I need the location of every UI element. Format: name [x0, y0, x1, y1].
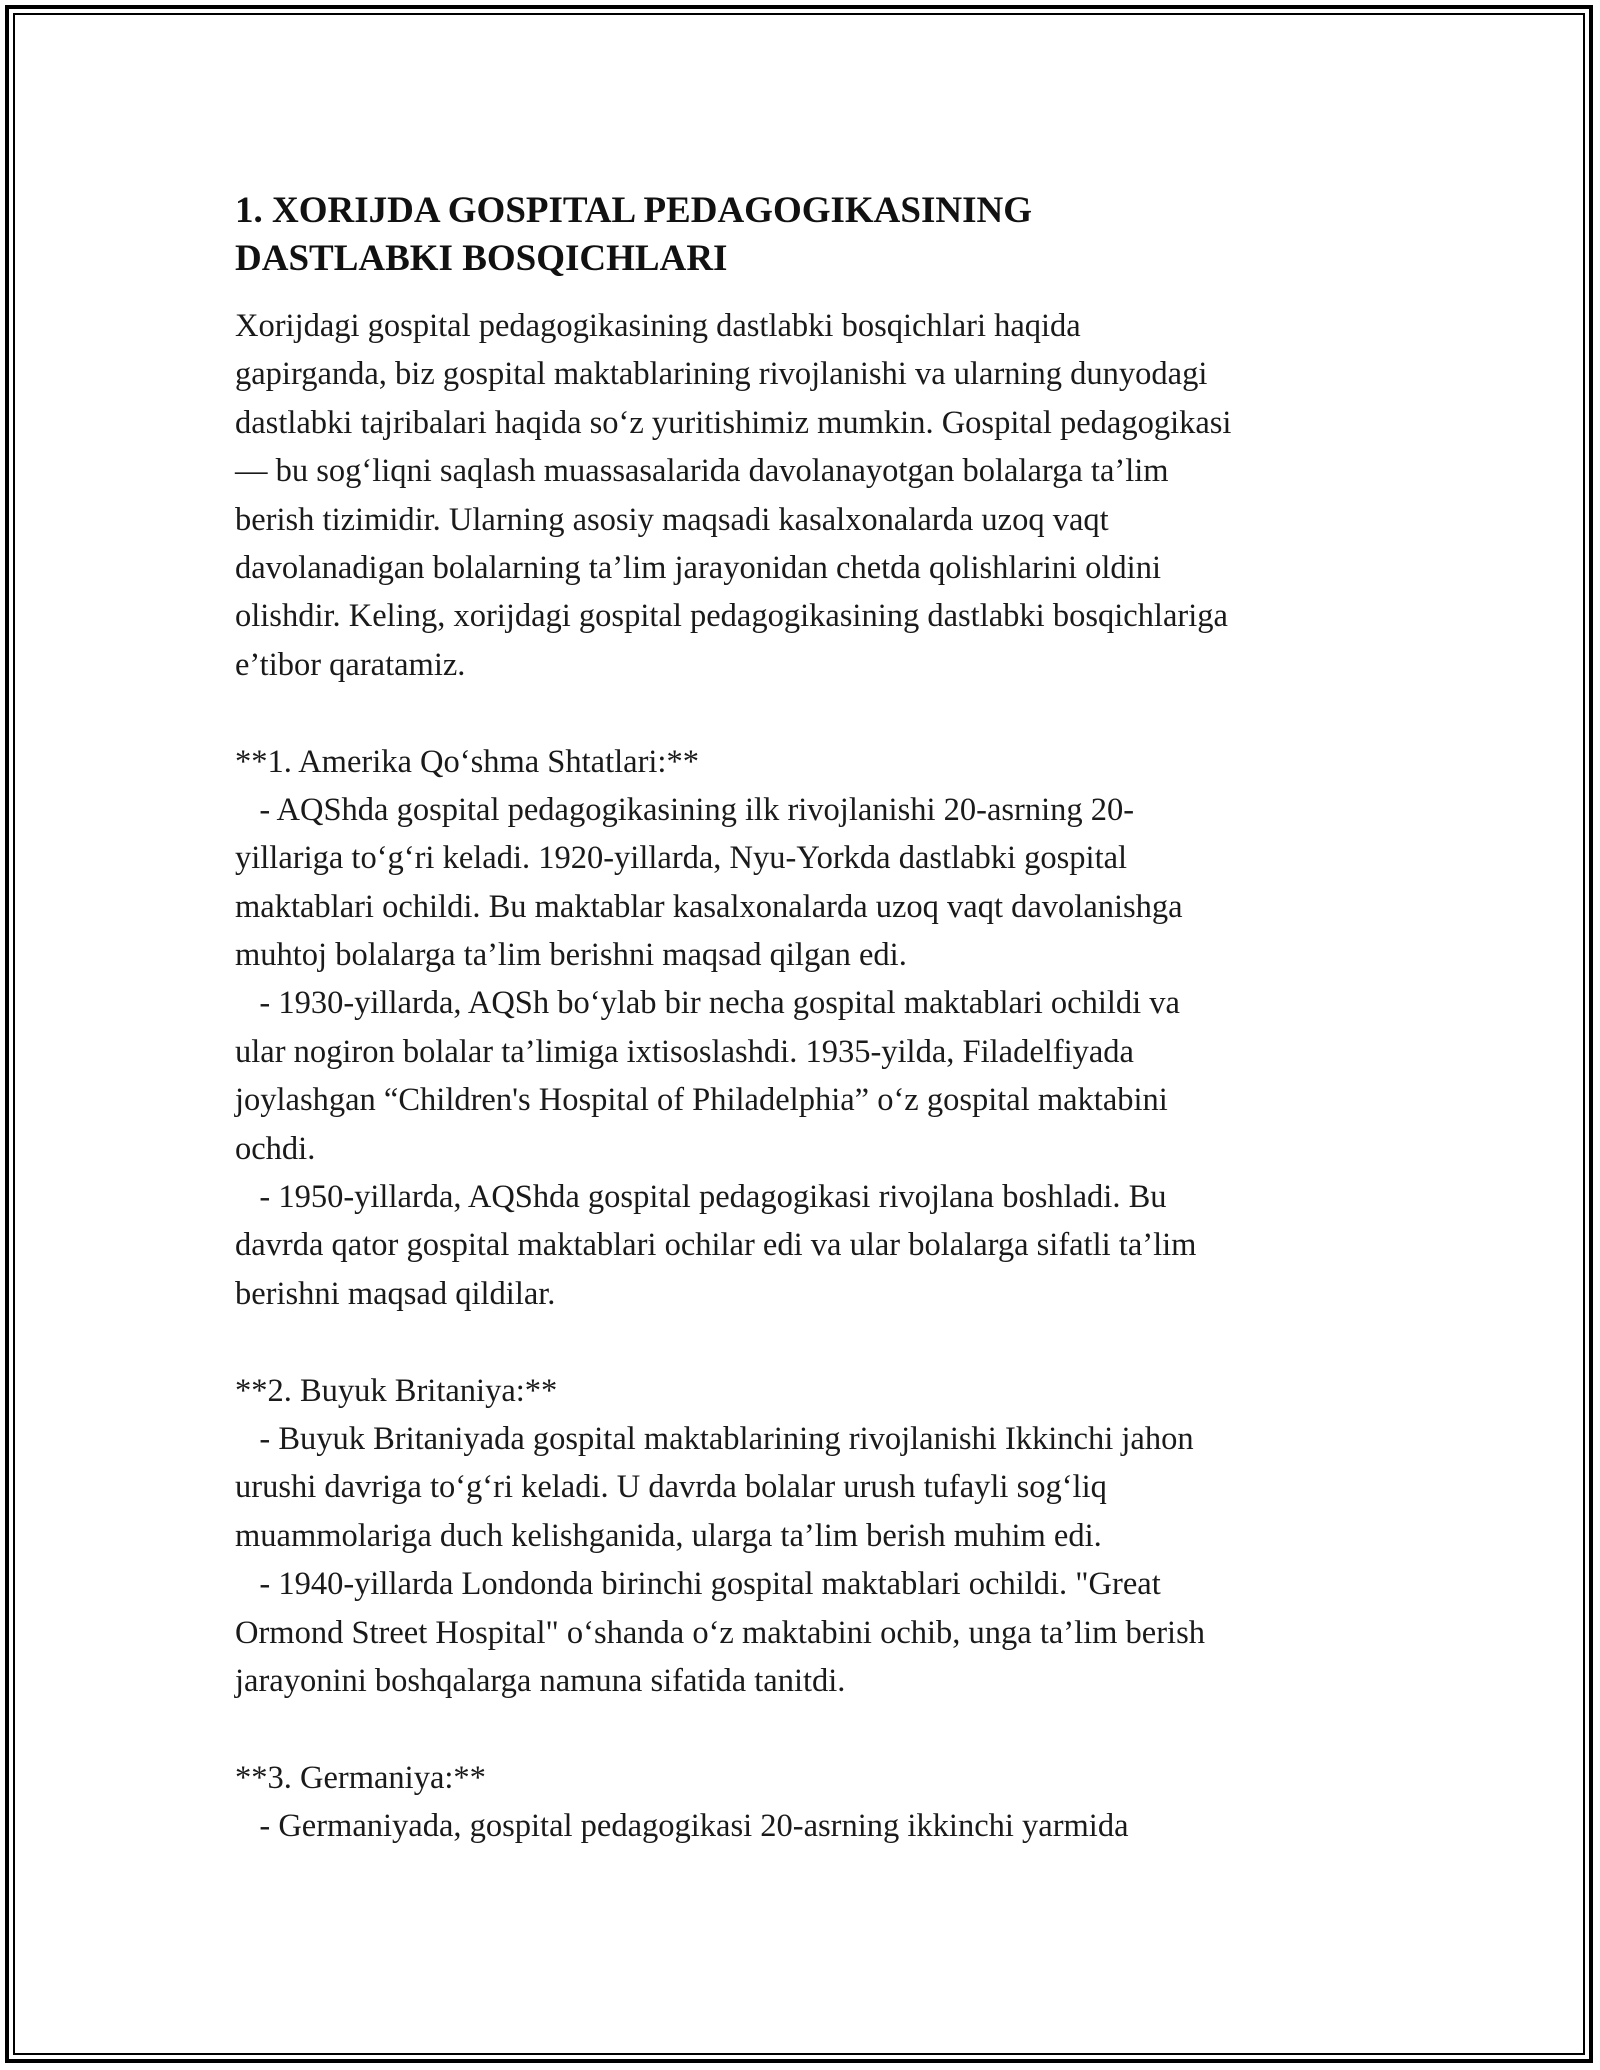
body-line: jarayonini boshqalarga namuna sifatida tanitdi.: [235, 1662, 846, 1699]
body-line: davrda qator gospital maktablari ochilar edi va ular bolalarga sifatli ta’lim: [235, 1227, 1197, 1264]
body-text: [235, 302, 1380, 1851]
body-line: davolanadigan bolalarning ta’lim jarayonidan chetda qolishlarini oldini: [235, 549, 1161, 586]
body-line: - 1940-yillarda Londonda birinchi gospital maktablari ochildi. "Great: [235, 1566, 1161, 1603]
body-line: muammolariga duch kelishganida, ularga ta’lim berish muhim edi.: [235, 1517, 1102, 1554]
body-line: [235, 1318, 1380, 1366]
body-line: ular nogiron bolalar ta’limiga ixtisoslashdi. 1935-yilda, Filadelfiyada: [235, 1033, 1134, 1070]
body-line: dastlabki tajribalari haqida so‘z yuritishimiz mumkin. Gospital pedagogikasi: [235, 404, 1232, 441]
title-line: DASTLABKI BOSQICHLARI: [235, 238, 728, 279]
body-line: - Germaniyada, gospital pedagogikasi 20-asrning ikkinchi yarmida: [235, 1808, 1129, 1845]
body-line: Xorijdagi gospital pedagogikasining dastlabki bosqichlari haqida: [235, 308, 1081, 344]
body-line: **2. Buyuk Britaniya:**: [235, 1372, 558, 1409]
body-line: maktablari ochildi. Bu maktablar kasalxonalarda uzoq vaqt davolanishga: [235, 888, 1183, 925]
body-line: ochdi.: [235, 1130, 316, 1167]
body-line: [235, 689, 1380, 737]
body-line: - 1950-yillarda, AQShda gospital pedagogikasi rivojlana boshladi. Bu: [235, 1179, 1167, 1216]
title-line: 1. XORIJDA GOSPITAL PEDAGOGIKASINING: [235, 190, 1032, 231]
body-line: e’tibor qaratamiz.: [235, 646, 466, 683]
body-line: - 1930-yillarda, AQSh bo‘ylab bir necha gospital maktablari ochildi va: [235, 985, 1180, 1022]
body-line: Ormond Street Hospital" o‘shanda o‘z maktabini ochib, unga ta’lim berish: [235, 1614, 1205, 1651]
body-line: olishdir. Keling, xorijdagi gospital pedagogikasining dastlabki bosqichlariga: [235, 598, 1228, 635]
body-line: muhtoj bolalarga ta’lim berishni maqsad qilgan edi.: [235, 937, 907, 974]
body-line: yillariga to‘g‘ri keladi. 1920-yillarda, Nyu-Yorkda dastlabki gospital: [235, 840, 1128, 877]
section-title: [235, 187, 1380, 283]
body-line: berish tizimidir. Ularning asosiy maqsadi kasalxonalarda uzoq vaqt: [235, 501, 1109, 538]
body-line: - AQShda gospital pedagogikasining ilk rivojlanishi 20-asrning 20-: [235, 791, 1135, 828]
body-line: urushi davriga to‘g‘ri keladi. U davrda bolalar urush tufayli sog‘liq: [235, 1469, 1107, 1506]
body-line: **3. Germaniya:**: [235, 1759, 486, 1796]
body-line: - Buyuk Britaniyada gospital maktablarining rivojlanishi Ikkinchi jahon: [235, 1420, 1194, 1457]
document-content: [235, 187, 1380, 1851]
body-line: joylashgan “Children's Hospital of Philadelphia” o‘z gospital maktabini: [235, 1082, 1168, 1119]
body-line: **1. Amerika Qo‘shma Shtatlari:**: [235, 743, 699, 780]
body-line: gapirganda, biz gospital maktablarining rivojlanishi va ularning dunyodagi: [235, 356, 1208, 393]
body-line: — bu sog‘liqni saqlash muassasalarida davolanayotgan bolalarga ta’lim: [235, 453, 1169, 490]
body-line: [235, 1705, 1380, 1753]
body-line: berishni maqsad qildilar.: [235, 1275, 556, 1312]
